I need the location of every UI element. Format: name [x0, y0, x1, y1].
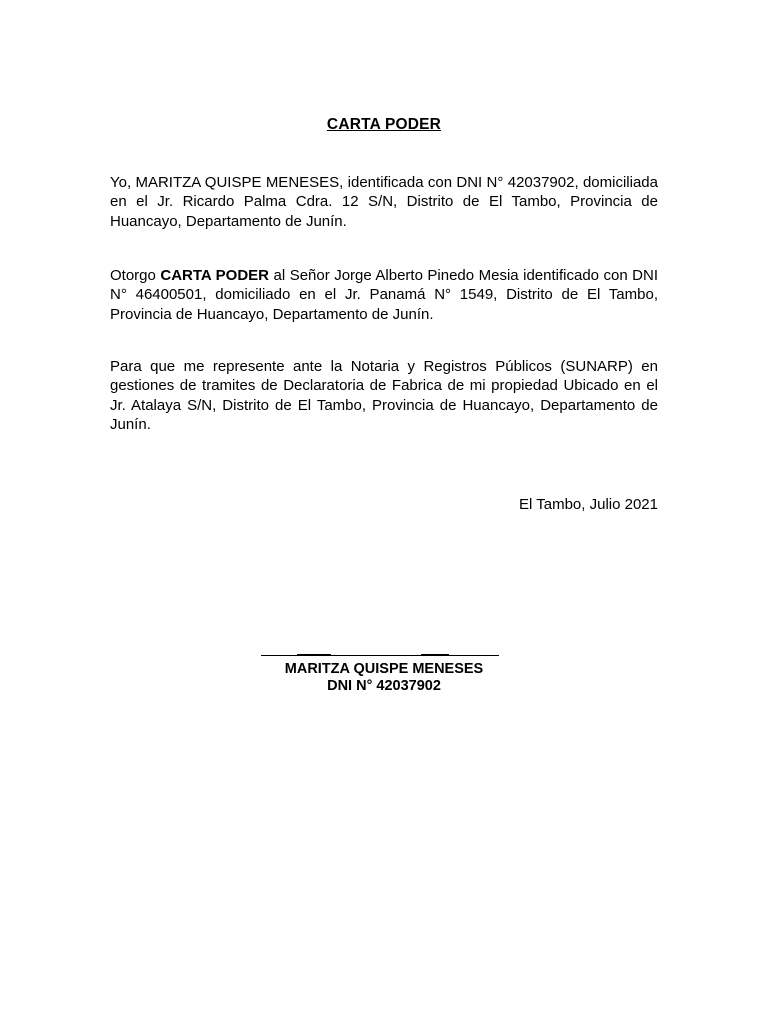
paragraph-grant	[110, 266, 658, 324]
signature-stroke	[421, 654, 449, 656]
document-title: CARTA PODER	[326, 116, 442, 133]
grant-suffix: al Señor Jorge Alberto Pinedo Mesia identificado con DNI N° 46400501, domiciliado en el Jr. Panamá N° 1549, Distrito de El Tambo, Provincia de Huancayo, Departamento de Junín.	[110, 267, 658, 323]
place-date: El Tambo, Julio 2021	[519, 496, 658, 513]
signer-name: MARITZA QUISPE MENESES	[284, 661, 484, 677]
paragraph-purpose: Para que me represente ante la Notaria y Registros Públicos (SUNARP) en gestiones de tramites de Declaratoria de Fabrica de mi propiedad Ubicado en el Jr. Atalaya S/N, Distrito de El Tambo, Provincia de Huancayo, Departamento de Junín.	[110, 358, 658, 434]
signer-dni: DNI N° 42037902	[327, 678, 441, 694]
grant-bold-term: CARTA PODER	[160, 267, 270, 284]
paragraph-identification: Yo, MARITZA QUISPE MENESES, identificada con DNI N° 42037902, domiciliada en el Jr. Ricardo Palma Cdra. 12 S/N, Distrito de El Tambo, Provincia de Huancayo, Departamento de Junín.	[110, 174, 658, 230]
signature-block	[234, 661, 534, 695]
signature-line	[261, 655, 499, 656]
grant-prefix: Otorgo	[110, 267, 161, 284]
signature-stroke	[297, 654, 331, 656]
